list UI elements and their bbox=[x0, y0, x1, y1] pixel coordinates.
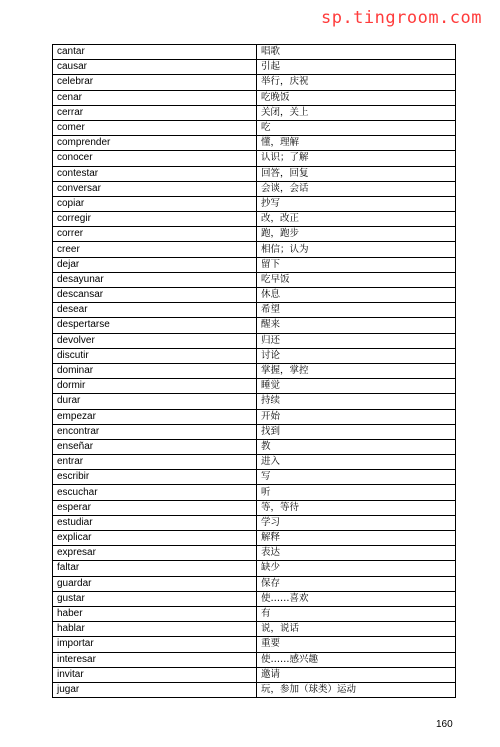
chinese-meaning-cell: 等，等待 bbox=[257, 500, 456, 515]
chinese-meaning-cell: 改，改正 bbox=[257, 212, 456, 227]
spanish-word-cell: descansar bbox=[53, 288, 257, 303]
spanish-word-cell: cenar bbox=[53, 90, 257, 105]
table-row bbox=[53, 606, 456, 621]
chinese-meaning-cell: 听 bbox=[257, 485, 456, 500]
spanish-word-cell: despertarse bbox=[53, 318, 257, 333]
table-row bbox=[53, 455, 456, 470]
table-row bbox=[53, 652, 456, 667]
spanish-word-cell: conversar bbox=[53, 181, 257, 196]
table-row bbox=[53, 576, 456, 591]
chinese-meaning-cell: 使……感兴趣 bbox=[257, 652, 456, 667]
chinese-meaning-cell: 写 bbox=[257, 470, 456, 485]
table-row bbox=[53, 90, 456, 105]
table-row bbox=[53, 75, 456, 90]
page-number: 160 bbox=[436, 719, 453, 730]
chinese-meaning-cell: 说，说话 bbox=[257, 622, 456, 637]
chinese-meaning-cell: 掌握，掌控 bbox=[257, 363, 456, 378]
chinese-meaning-cell: 醒来 bbox=[257, 318, 456, 333]
chinese-meaning-cell: 持续 bbox=[257, 394, 456, 409]
table-row bbox=[53, 363, 456, 378]
spanish-word-cell: cantar bbox=[53, 45, 257, 60]
chinese-meaning-cell: 重要 bbox=[257, 637, 456, 652]
spanish-word-cell: guardar bbox=[53, 576, 257, 591]
table-row bbox=[53, 45, 456, 60]
spanish-word-cell: comprender bbox=[53, 136, 257, 151]
chinese-meaning-cell: 唱歌 bbox=[257, 45, 456, 60]
spanish-word-cell: discutir bbox=[53, 348, 257, 363]
spanish-word-cell: explicar bbox=[53, 531, 257, 546]
spanish-word-cell: dominar bbox=[53, 363, 257, 378]
chinese-meaning-cell: 找到 bbox=[257, 424, 456, 439]
table-row bbox=[53, 105, 456, 120]
site-watermark: sp.tingroom.com bbox=[320, 8, 482, 28]
chinese-meaning-cell: 懂，理解 bbox=[257, 136, 456, 151]
table-row bbox=[53, 591, 456, 606]
chinese-meaning-cell: 希望 bbox=[257, 303, 456, 318]
table-row bbox=[53, 60, 456, 75]
table-row bbox=[53, 196, 456, 211]
chinese-meaning-cell: 缺少 bbox=[257, 561, 456, 576]
table-row bbox=[53, 485, 456, 500]
table-row bbox=[53, 561, 456, 576]
chinese-meaning-cell: 归还 bbox=[257, 333, 456, 348]
table-row bbox=[53, 333, 456, 348]
table-row bbox=[53, 546, 456, 561]
chinese-meaning-cell: 会谈，会话 bbox=[257, 181, 456, 196]
table-row bbox=[53, 531, 456, 546]
spanish-word-cell: creer bbox=[53, 242, 257, 257]
chinese-meaning-cell: 休息 bbox=[257, 288, 456, 303]
chinese-meaning-cell: 玩，参加（球类）运动 bbox=[257, 682, 456, 697]
chinese-meaning-cell: 解释 bbox=[257, 531, 456, 546]
spanish-word-cell: escuchar bbox=[53, 485, 257, 500]
spanish-word-cell: jugar bbox=[53, 682, 257, 697]
chinese-meaning-cell: 吃晚饭 bbox=[257, 90, 456, 105]
table-row bbox=[53, 394, 456, 409]
table-row bbox=[53, 622, 456, 637]
table-row bbox=[53, 500, 456, 515]
spanish-word-cell: copiar bbox=[53, 196, 257, 211]
table-row bbox=[53, 227, 456, 242]
spanish-word-cell: haber bbox=[53, 606, 257, 621]
vocabulary-table bbox=[52, 44, 456, 698]
chinese-meaning-cell: 跑，跑步 bbox=[257, 227, 456, 242]
table-row bbox=[53, 272, 456, 287]
spanish-word-cell: conocer bbox=[53, 151, 257, 166]
chinese-meaning-cell: 讨论 bbox=[257, 348, 456, 363]
table-row bbox=[53, 379, 456, 394]
table-row bbox=[53, 470, 456, 485]
table-row bbox=[53, 515, 456, 530]
chinese-meaning-cell: 保存 bbox=[257, 576, 456, 591]
spanish-word-cell: causar bbox=[53, 60, 257, 75]
table-row bbox=[53, 439, 456, 454]
spanish-word-cell: gustar bbox=[53, 591, 257, 606]
spanish-word-cell: importar bbox=[53, 637, 257, 652]
table-row bbox=[53, 318, 456, 333]
spanish-word-cell: comer bbox=[53, 120, 257, 135]
spanish-word-cell: hablar bbox=[53, 622, 257, 637]
chinese-meaning-cell: 使……喜欢 bbox=[257, 591, 456, 606]
spanish-word-cell: correr bbox=[53, 227, 257, 242]
spanish-word-cell: celebrar bbox=[53, 75, 257, 90]
spanish-word-cell: desayunar bbox=[53, 272, 257, 287]
spanish-word-cell: faltar bbox=[53, 561, 257, 576]
spanish-word-cell: interesar bbox=[53, 652, 257, 667]
spanish-word-cell: enseñar bbox=[53, 439, 257, 454]
spanish-word-cell: cerrar bbox=[53, 105, 257, 120]
chinese-meaning-cell: 开始 bbox=[257, 409, 456, 424]
table-row bbox=[53, 166, 456, 181]
table-row bbox=[53, 667, 456, 682]
spanish-word-cell: contestar bbox=[53, 166, 257, 181]
table-row bbox=[53, 212, 456, 227]
spanish-word-cell: desear bbox=[53, 303, 257, 318]
chinese-meaning-cell: 有 bbox=[257, 606, 456, 621]
chinese-meaning-cell: 吃 bbox=[257, 120, 456, 135]
spanish-word-cell: escribir bbox=[53, 470, 257, 485]
spanish-word-cell: corregir bbox=[53, 212, 257, 227]
table-row bbox=[53, 151, 456, 166]
table-row bbox=[53, 348, 456, 363]
spanish-word-cell: durar bbox=[53, 394, 257, 409]
table-row bbox=[53, 424, 456, 439]
vocabulary-table-body bbox=[53, 45, 456, 698]
chinese-meaning-cell: 学习 bbox=[257, 515, 456, 530]
spanish-word-cell: dormir bbox=[53, 379, 257, 394]
spanish-word-cell: estudiar bbox=[53, 515, 257, 530]
spanish-word-cell: invitar bbox=[53, 667, 257, 682]
spanish-word-cell: entrar bbox=[53, 455, 257, 470]
table-row bbox=[53, 288, 456, 303]
table-row bbox=[53, 409, 456, 424]
chinese-meaning-cell: 教 bbox=[257, 439, 456, 454]
chinese-meaning-cell: 吃早饭 bbox=[257, 272, 456, 287]
chinese-meaning-cell: 抄写 bbox=[257, 196, 456, 211]
chinese-meaning-cell: 睡觉 bbox=[257, 379, 456, 394]
table-row bbox=[53, 181, 456, 196]
table-row bbox=[53, 136, 456, 151]
chinese-meaning-cell: 表达 bbox=[257, 546, 456, 561]
chinese-meaning-cell: 邀请 bbox=[257, 667, 456, 682]
table-row bbox=[53, 303, 456, 318]
spanish-word-cell: encontrar bbox=[53, 424, 257, 439]
chinese-meaning-cell: 引起 bbox=[257, 60, 456, 75]
chinese-meaning-cell: 回答，回复 bbox=[257, 166, 456, 181]
spanish-word-cell: esperar bbox=[53, 500, 257, 515]
chinese-meaning-cell: 关闭，关上 bbox=[257, 105, 456, 120]
spanish-word-cell: expresar bbox=[53, 546, 257, 561]
table-row bbox=[53, 120, 456, 135]
chinese-meaning-cell: 举行，庆祝 bbox=[257, 75, 456, 90]
spanish-word-cell: empezar bbox=[53, 409, 257, 424]
table-row bbox=[53, 682, 456, 697]
chinese-meaning-cell: 相信；认为 bbox=[257, 242, 456, 257]
table-row bbox=[53, 637, 456, 652]
chinese-meaning-cell: 认识；了解 bbox=[257, 151, 456, 166]
table-row bbox=[53, 242, 456, 257]
chinese-meaning-cell: 留下 bbox=[257, 257, 456, 272]
spanish-word-cell: dejar bbox=[53, 257, 257, 272]
chinese-meaning-cell: 进入 bbox=[257, 455, 456, 470]
table-row bbox=[53, 257, 456, 272]
spanish-word-cell: devolver bbox=[53, 333, 257, 348]
